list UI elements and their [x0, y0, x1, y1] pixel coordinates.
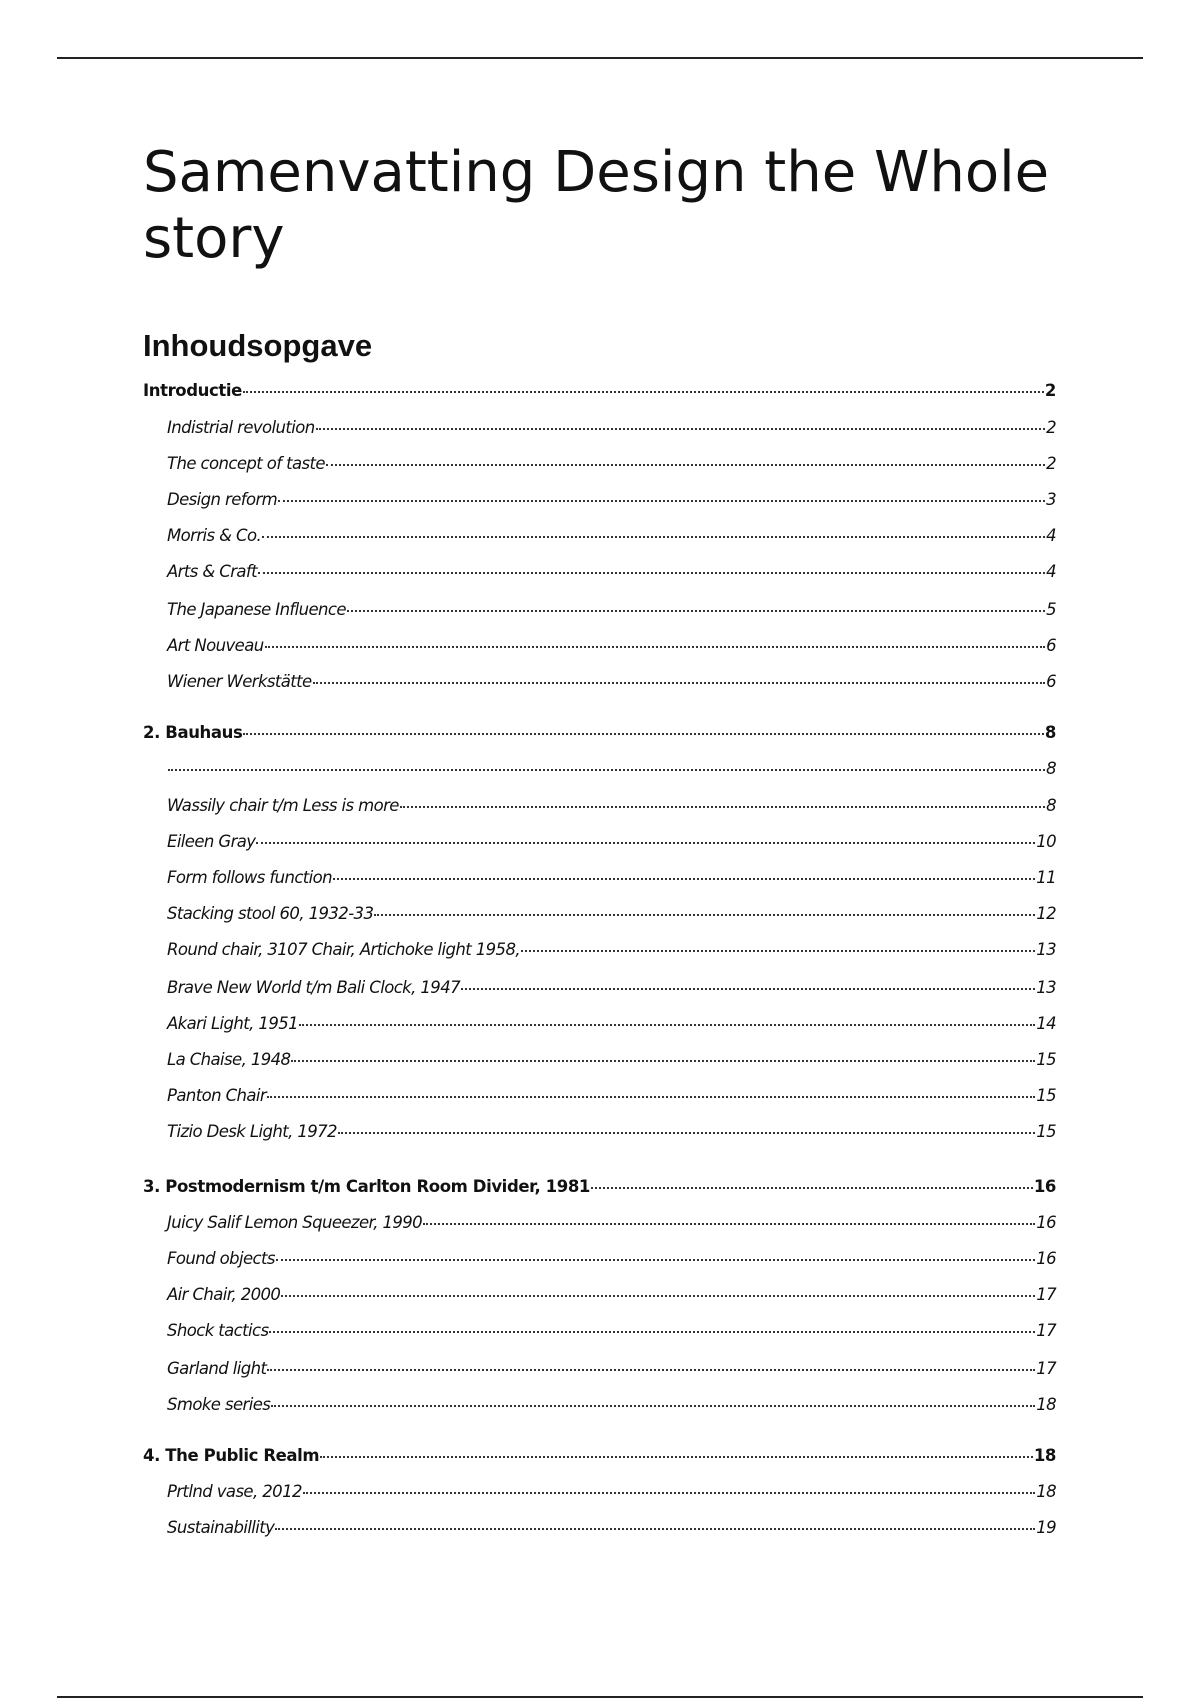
toc-section-entry[interactable] [143, 488, 1056, 512]
toc-dot-leader [400, 806, 1045, 808]
toc-entry-label: Wassily chair t/m Less is more [167, 796, 399, 815]
toc-entry-label: 4. The Public Realm [143, 1446, 320, 1465]
toc-section-entry[interactable] [143, 866, 1056, 890]
toc-entry-label: Shock tactics [167, 1321, 269, 1340]
toc-page-number: 4 [1046, 526, 1056, 545]
toc-dot-leader [258, 572, 1045, 574]
toc-dot-leader [521, 950, 1035, 952]
toc-heading: Inhoudsopgave [143, 328, 373, 363]
toc-section-entry[interactable] [143, 670, 1056, 694]
toc-page-number: 12 [1036, 904, 1056, 923]
toc-page-number: 8 [1044, 723, 1056, 742]
toc-page-number: 18 [1036, 1482, 1056, 1501]
toc-entry-label: Wiener Werkstätte [167, 672, 312, 691]
toc-dot-leader [291, 1060, 1035, 1062]
toc-chapter-entry[interactable] [143, 721, 1056, 745]
toc-entry-label: Stacking stool 60, 1932-33 [167, 904, 374, 923]
toc-dot-leader [256, 842, 1035, 844]
toc-entry-label: Garland light [167, 1359, 267, 1378]
toc-entry-label: Smoke series [167, 1395, 271, 1414]
toc-page-number: 16 [1036, 1249, 1056, 1268]
toc-dot-leader [168, 769, 1045, 771]
toc-entry-label: La Chaise, 1948 [167, 1050, 291, 1069]
toc-page-number: 17 [1036, 1285, 1056, 1304]
toc-page-number: 17 [1036, 1321, 1056, 1340]
toc-dot-leader [461, 988, 1035, 990]
toc-section-entry[interactable] [143, 416, 1056, 440]
toc-page-number: 13 [1036, 978, 1056, 997]
toc-page-number: 18 [1036, 1395, 1056, 1414]
toc-entry-label: Tizio Desk Light, 1972 [167, 1122, 337, 1141]
toc-section-entry[interactable] [143, 1211, 1056, 1235]
toc-page-number: 13 [1036, 940, 1056, 959]
toc-page-number: 4 [1046, 562, 1056, 581]
toc-entry-label: Sustainabillity [167, 1518, 275, 1537]
toc-entry-label: Design reform [167, 490, 278, 509]
toc-section-entry[interactable] [143, 976, 1056, 1000]
toc-page-number: 8 [1046, 796, 1056, 815]
toc-dot-leader [243, 391, 1044, 393]
toc-chapter-entry[interactable] [143, 1444, 1056, 1468]
toc-section-entry[interactable] [143, 1012, 1056, 1036]
toc-dot-leader [326, 464, 1045, 466]
footer-rule [57, 1696, 1143, 1698]
toc-page-number: 16 [1036, 1213, 1056, 1232]
toc-entry-label: The Japanese Influence [167, 600, 346, 619]
toc-page-number: 16 [1033, 1177, 1056, 1196]
toc-dot-leader [320, 1456, 1033, 1458]
toc-dot-leader [276, 1259, 1035, 1261]
toc-entry-label: Panton Chair [167, 1086, 267, 1105]
toc-dot-leader [591, 1187, 1033, 1189]
document-title: Samenvatting Design the Whole story [143, 140, 1050, 271]
toc-dot-leader [243, 733, 1044, 735]
toc-page-number: 8 [1046, 759, 1056, 778]
toc-page-number: 6 [1046, 672, 1056, 691]
toc-dot-leader [374, 914, 1035, 916]
toc-page-number: 3 [1046, 490, 1056, 509]
toc-entry-label: Brave New World t/m Bali Clock, 1947 [167, 978, 461, 997]
toc-dot-leader [267, 1369, 1035, 1371]
table-of-contents [143, 0, 1056, 1700]
toc-dot-leader [333, 878, 1035, 880]
toc-entry-label: Air Chair, 2000 [167, 1285, 281, 1304]
toc-entry-label: Prtlnd vase, 2012 [167, 1482, 302, 1501]
toc-entry-label: Found objects [167, 1249, 275, 1268]
toc-section-entry[interactable] [143, 794, 1056, 818]
toc-section-entry[interactable] [143, 1480, 1056, 1504]
toc-entry-label: Eileen Gray [167, 832, 256, 851]
toc-page-number: 14 [1036, 1014, 1056, 1033]
toc-section-entry[interactable] [143, 524, 1056, 548]
toc-entry-label: Arts & Craft [167, 562, 257, 581]
toc-section-entry[interactable] [143, 1247, 1056, 1271]
toc-section-entry[interactable] [143, 634, 1056, 658]
toc-entry-label: 2. Bauhaus [143, 723, 243, 742]
toc-entry-label: Indistrial revolution [167, 418, 315, 437]
toc-entry-label: Round chair, 3107 Chair, Artichoke light 1958, [167, 940, 520, 959]
toc-section-entry[interactable] [143, 1283, 1056, 1307]
toc-section-entry[interactable] [143, 1319, 1056, 1343]
toc-dot-leader [275, 1528, 1035, 1530]
toc-page-number: 5 [1046, 600, 1056, 619]
toc-dot-leader [423, 1223, 1035, 1225]
toc-section-entry[interactable] [143, 1120, 1056, 1144]
toc-page-number: 17 [1036, 1359, 1056, 1378]
toc-section-entry[interactable] [143, 1393, 1056, 1417]
toc-dot-leader [262, 536, 1045, 538]
toc-page-number: 6 [1046, 636, 1056, 655]
toc-page-number: 2 [1044, 381, 1056, 400]
toc-dot-leader [278, 500, 1045, 502]
toc-page-number: 2 [1046, 454, 1056, 473]
toc-entry-label: Morris & Co. [167, 526, 262, 545]
toc-dot-leader [347, 610, 1045, 612]
toc-dot-leader [303, 1492, 1035, 1494]
toc-dot-leader [281, 1295, 1035, 1297]
toc-entry-label: Introductie [143, 381, 242, 400]
toc-dot-leader [316, 428, 1045, 430]
toc-dot-leader [338, 1132, 1035, 1134]
toc-chapter-entry[interactable] [143, 379, 1056, 403]
toc-dot-leader [267, 1096, 1035, 1098]
toc-entry-label: Form follows function [167, 868, 332, 887]
toc-section-entry[interactable] [143, 902, 1056, 926]
toc-dot-leader [299, 1024, 1035, 1026]
toc-dot-leader [269, 1331, 1035, 1333]
toc-page-number: 15 [1036, 1122, 1056, 1141]
toc-section-entry[interactable] [143, 560, 1056, 584]
toc-entry-label: Akari Light, 1951 [167, 1014, 299, 1033]
toc-dot-leader [265, 646, 1046, 648]
toc-section-entry[interactable] [143, 830, 1056, 854]
toc-section-entry[interactable] [143, 1516, 1056, 1540]
toc-entry-label: The concept of taste [167, 454, 325, 473]
toc-dot-leader [271, 1405, 1035, 1407]
toc-section-entry[interactable] [143, 1048, 1056, 1072]
toc-page-number: 15 [1036, 1050, 1056, 1069]
toc-entry-label: Juicy Salif Lemon Squeezer, 1990 [167, 1213, 423, 1232]
toc-section-entry[interactable] [143, 452, 1056, 476]
toc-entry-label: 3. Postmodernism t/m Carlton Room Divider, 1981 [143, 1177, 590, 1196]
toc-page-number: 10 [1036, 832, 1056, 851]
toc-page-number: 2 [1046, 418, 1056, 437]
toc-section-entry[interactable] [143, 1357, 1056, 1381]
toc-page-number: 19 [1036, 1518, 1056, 1537]
toc-section-entry[interactable] [143, 938, 1056, 962]
toc-chapter-entry[interactable] [143, 1175, 1056, 1199]
toc-section-entry[interactable] [143, 1084, 1056, 1108]
toc-page-number: 11 [1036, 868, 1056, 887]
toc-entry-label: Art Nouveau [167, 636, 264, 655]
toc-section-entry[interactable] [143, 598, 1056, 622]
toc-dot-leader [313, 682, 1046, 684]
toc-page-number: 18 [1033, 1446, 1056, 1465]
toc-section-entry[interactable] [143, 757, 1056, 781]
toc-page-number: 15 [1036, 1086, 1056, 1105]
